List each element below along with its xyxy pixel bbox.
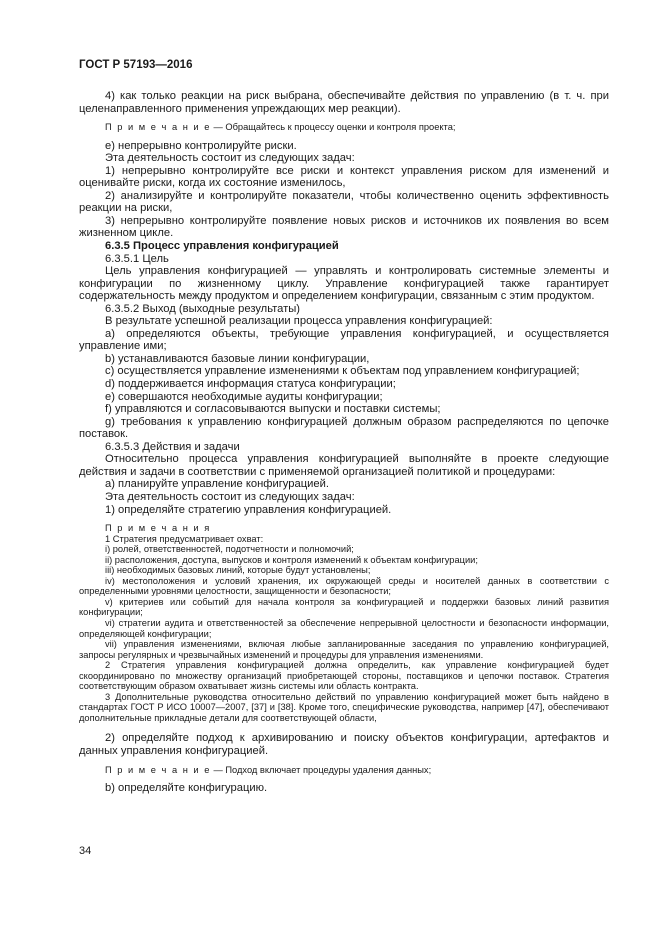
list-item: а) планируйте управление конфигурацией. [105, 478, 329, 491]
page-number: 34 [79, 845, 92, 857]
page-content [79, 90, 609, 795]
paragraph: Эта деятельность состоит из следующих задач: [105, 152, 355, 165]
paragraph: Относительно процесса управления конфигурацией выполняйте в проекте следующие действия и задачи в соответствии с применяемой организацией политикой и процедурами: [79, 453, 609, 478]
subsection-heading: 6.3.5.2 Выход (выходные результаты) [105, 302, 301, 315]
note-text: — Обращайтесь к процессу оценки и контроля проекта; [210, 122, 456, 133]
section-heading: 6.3.5 Процесс управления конфигурацией [105, 240, 339, 253]
note-label: П р и м е ч а н и е [105, 122, 211, 133]
notes-label: П р и м е ч а н и я [105, 523, 211, 534]
note-item: v) критериев или событий для начала контроля за конфигурацией и поддержки базовых линий развития конфигурации; [79, 596, 609, 618]
list-item: 1) определяйте стратегию управления конфигурацией. [105, 503, 392, 516]
list-item: 2) анализируйте и контролируйте показатели, чтобы количественно оценить эффективность реакции на риски, [79, 189, 609, 215]
list-item: 3) непрерывно контролируйте появление новых рисков и источников их появления во всем жизненном цикле. [79, 214, 609, 240]
subsection-heading: 6.3.5.3 Действия и задачи [105, 440, 240, 453]
list-item: b) устанавливаются базовые линии конфигурации, [105, 352, 370, 365]
note-item: i) ролей, ответственностей, подотчетности и полномочий; [105, 544, 354, 555]
list-item: е) совершаются необходимые аудиты конфигурации; [105, 390, 383, 403]
note-item: vi) стратегии аудита и ответственностей за обеспечение непрерывной целостности и безопасности информации, определяющей конфигурации; [79, 617, 609, 639]
note-label: П р и м е ч а н и е [105, 764, 211, 775]
note-item: iii) необходимых базовых линий, которые будут установлены; [105, 565, 371, 576]
paragraph: 4) как только реакции на риск выбрана, обеспечивайте действия по управлению (в т. ч. при целенаправленного применения упреждающих мер реакции). [79, 90, 609, 115]
note-item: 2 Стратегия управления конфигурацией должна определить, как управление конфигурацией будет скоординировано по множеству организаций приобретающей стороны, поставщиков и цепочки поставок. Стратегия соответствующим образом охватывает жизнь системы или область контракта. [79, 660, 609, 692]
note-item: 3 Дополнительные руководства относительно действий по управлению конфигурацией может быть найдено в стандартах ГОСТ Р ИСО 10007—2007, [37] и [38]. Кроме того, специфические руководства, например [47], обеспечивают дополнительные прикладные детали для соответствующей области, [79, 691, 609, 723]
note-text: — Подход включает процедуры удаления данных; [210, 764, 432, 775]
list-item: f) управляются и согласовываются выпуски и поставки системы; [105, 403, 441, 416]
paragraph: Цель управления конфигурацией — управлять и контролировать системные элементы и конфигурации по жизненному циклу. Управление конфигурацией также гарантирует содержательность между продуктом и определением конфигурации, связанным с этим продуктом. [79, 265, 609, 303]
note-item: ii) расположения, доступа, выпусков и контроля изменений к объектам конфигурации; [105, 554, 478, 565]
note [79, 765, 609, 776]
list-item: с) осуществляется управление изменениями к объектам под управлением конфигурацией; [105, 365, 580, 378]
list-item: 2) определяйте подход к архивированию и поиску объектов конфигурации, артефактов и данных управления конфигурацией. [79, 732, 609, 757]
paragraph: В результате успешной реализации процесса управления конфигурацией: [105, 315, 493, 328]
paragraph: Эта деятельность состоит из следующих задач: [105, 490, 355, 503]
note-item: iv) местоположения и условий хранения, их окружающей среды и носителей данных в соответствии с определенными уровнями целостности, защищенности и безопасности; [79, 575, 609, 597]
list-item: d) поддерживается информация статуса конфигурации; [105, 378, 396, 391]
note [79, 122, 609, 133]
document-header: ГОСТ Р 57193—2016 [79, 59, 193, 71]
list-item: 1) непрерывно контролируйте все риски и контекст управления риском для изменений и оценивайте риски, когда их состояние изменилось, [79, 164, 609, 190]
list-item: b) определяйте конфигурацию. [105, 782, 268, 795]
list-item: е) непрерывно контролируйте риски. [105, 139, 297, 152]
note-item: vii) управления изменениями, включая любые запланированные заседания по управлению конфигурацией, запросы регулярных и чрезвычайных изменений и процедуры для управления изменениями. [79, 639, 609, 660]
note-item: 1 Стратегия предусматривает охват: [105, 533, 264, 544]
list-item: а) определяются объекты, требующие управления конфигурацией, и осуществляется управление ими; [79, 327, 609, 353]
subsection-heading: 6.3.5.1 Цель [105, 252, 169, 265]
list-item: g) требования к управлению конфигурацией должным образом распределяются по цепочке поставок. [79, 415, 609, 441]
